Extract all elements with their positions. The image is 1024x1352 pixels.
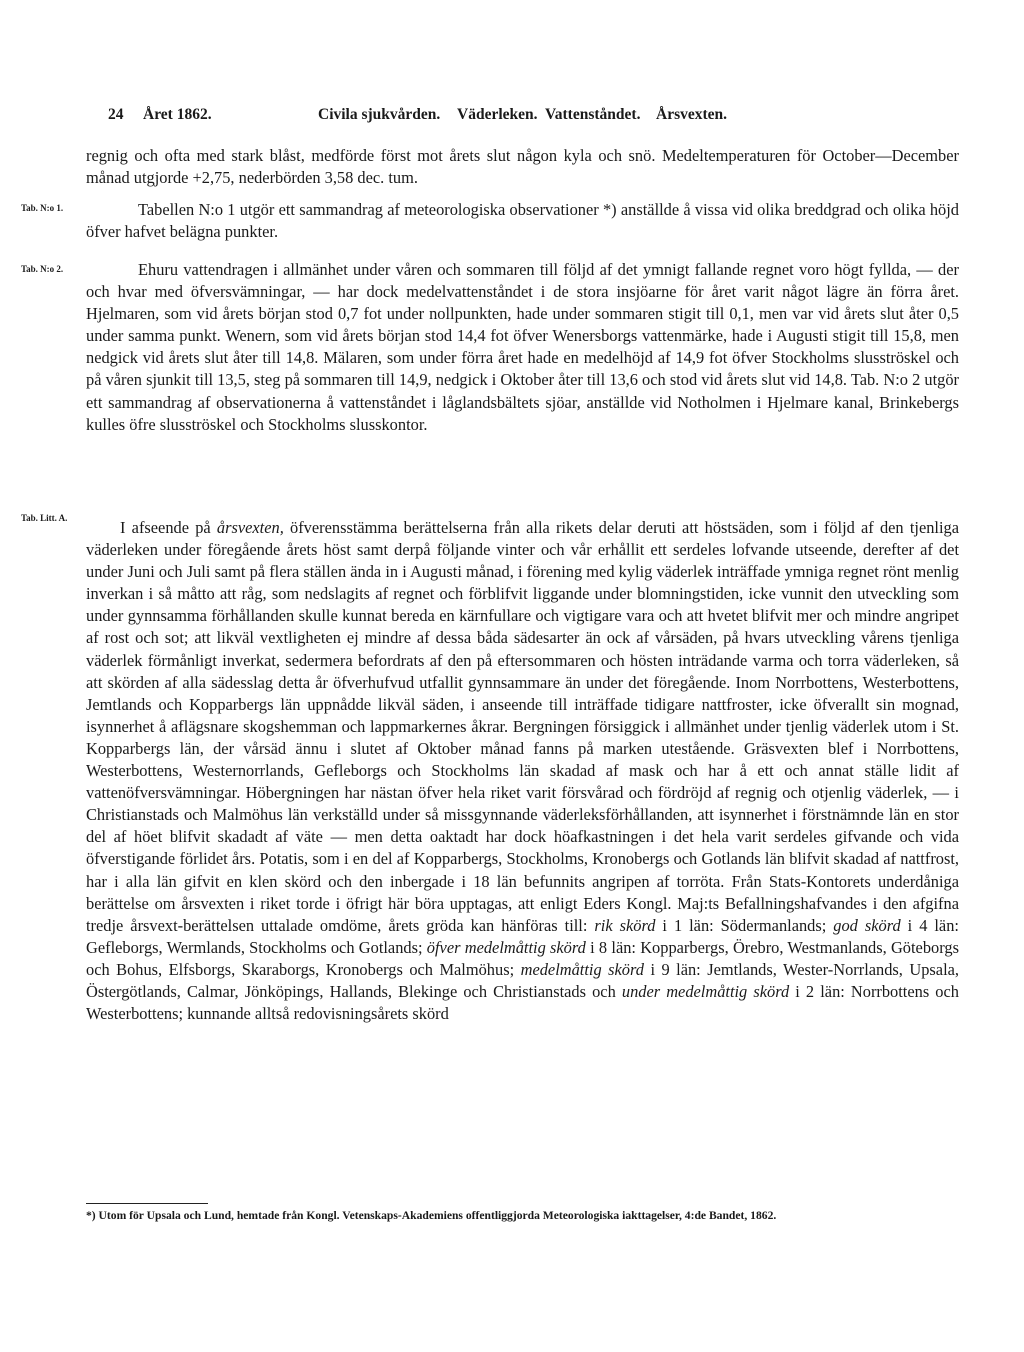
emphasis-arsvexten: årsvexten, (216, 518, 284, 537)
header-section-sjukvarden: Civila sjukvården. (318, 106, 441, 123)
footnote-rule (86, 1203, 208, 1204)
paragraph-harvest (86, 517, 959, 1025)
emphasis-under-medelmattig-skord: under medelmåttig skörd (621, 981, 790, 1001)
header-section-vattenstandet: Vattenståndet. (545, 106, 641, 123)
footnote: *) Utom för Upsala och Lund, hemtade från Kongl. Vetenskaps-Akademiens offentliggjorda Meteorologiska iakttagelser, 4:de Bandet, 1862. (86, 1209, 777, 1222)
emphasis-rik-skord: rik skörd (594, 915, 656, 935)
paragraph-text: Tabellen N:o 1 utgör ett sammandrag af meteorologiska observationer *) anställde å vissa vid olika breddgrad och olika höjd öfver hafvet belägna punkter. (86, 200, 959, 242)
paragraph-water-level (86, 259, 959, 436)
header-section-arsvexten: Årsvexten. (656, 106, 728, 123)
running-header (0, 100, 1024, 130)
paragraph-text: I afseende på årsvexten, öfverensstämma berättelserna från alla rikets delar deruti att höstsäden, som i följd af den tjenliga väderleken under föregående årets höst samt derpå följande vinter och vår erhållit ett serdeles lofvande utseende, derefter af det under Juni och Juli samt på flera ställen ända in i Augusti månad, i förening med kylig väderlek inträffade ymniga regnet rönt menlig inverkan i så måtto att råg, som nedslagits af regnet och förblifvit liggande under blomningstiden, icke vunnit den utveckling som under gynnsamma förhållanden skulle kunnat bereda en kärnfullare och vigtigare vara och att hvetet blifvit mer och mindre angripet af rost och sot; att likväl vextligheten ej mindre af dessa båda sädesarter än ock af vårsäden, på hvars utveckling vårens tjenliga väderlek förmånligt inverkat, sedermera befordrats af den på eftersommaren och hösten inträdande varma och torra väderleken, så att skörden af alla sädesslag detta år öfverhufvud utfallit gynnsammare än under det föregående. Inom Norrbottens, Westerbottens, Jemtlands och Kopparbergs län uppnådde likväl säden, i anseende till inträffade tidigare nattfroster, icke öfverallt sin mognad, isynnerhet å aflägsnare skogshemman och lappmarkernes åkrar. Bergningen försiggick i allmänhet under tjenlig väderlek utom i St. Kopparbergs län, der vårsäd ännu i slutet af Oktober månad fanns på marken utestående. Gräsvexten blef i Norrbottens, Westerbottens, Westernorrlands, Gefleborgs och Stockholms län skadad af mask och har å ett och annat ställe lidit af vattenöfversvämningar. Höbergningen har nästan öfver hela riket varit försvårad och fördröjd af regnig och otjenlig väderlek, — i Christianstads och Malmöhus län verkställd under så missgynnande väderleksförhållanden, att isynnerhet i förstnämnde län en stor del af höet blifvit skadadt af väte — men detta oaktadt har dock höafkastningen i det hela varit serdeles gifvande och vida öfverstigande förlidet års. Potatis, som i en del af Kopparbergs, Stockholms, Kronobergs och Gotlands län blifvit skadad af nattfrost, har i alla län gifvit en klen skörd och den inbergade i 18 län befunnits angripen af torröta. Från Stats-Kontorets underdåniga berättelse om årsvexten i riket torde i öfrigt här böra upptagas, att enligt Eders Kongl. Maj:ts Befallningshafvandes i den afgifna tredje årsvext-berättelsen uttalade omdöme, årets gröda kan hänföras till: rik skörd i 1 län: Södermanlands; god skörd i 4 län: Gefleborgs, Wermlands, Stockholms och Gotlands; öfver medelmåttig skörd i 8 län: Kopparbergs, Örebro, Westmanlands, Göteborgs och Bohus, Elfsborgs, Skaraborgs, Kronobergs och Malmöhus; medelmåttig skörd i 9 län: Jemtlands, Wester-Norrlands, Upsala, Östergötlands, Calmar, Jönköpings, Hallands, Blekinge och Christianstads och under medelmåttig skörd i 2 län: Norrbottens och Westerbottens; kunnande alltså redovisningsårets skörd (86, 518, 960, 1024)
page-number: 24 (108, 106, 124, 123)
paragraph-text: regnig och ofta med stark blåst, medförde först mot årets slut någon kyla och snö. Medeltemperaturen för October—December månad utgjorde +2,75, nederbörden 3,58 dec. tum. (86, 146, 959, 188)
paragraph-text: Ehuru vattendragen i allmänhet under våren och sommaren till följd af det ymnigt fallande regnet voro högt fyllda, — der och hvar med öfversvämningar, — har dock medelvattenståndet i de stora insjöarne för året varit något lägre än förra året. Hjelmaren, som vid årets början stod 0,7 fot under nollpunkten, hade under sommaren stigit till 0,1, men var vid årets slut åter 0,5 under samma punkt. Wenern, som vid årets början stod 14,4 fot öfver Wenersborgs vattenmärke, hade i Augusti stigit till 15,8, men nedgick vid årets slut åter till 14,8. Mälaren, som under förra året hade en medelhöjd af 14,9 fot öfver Stockholms slusströskel och på våren sjunkit till 13,5, steg på sommaren till 14,9, nedgick i Oktober åter till 13,6 och stod vid årets slut vid 14,8. Tab. N:o 2 utgör ett sammandrag af observationerna å vattenståndet i låglandsbältets sjöar, anställde vid Notholmen i Hjelmare kanal, Brinkebergs kulles öfre slusströskel och Stockholms slusskontor. (86, 260, 959, 434)
emphasis-god-skord: god skörd (833, 915, 901, 935)
header-year: Året 1862. (143, 106, 212, 123)
margin-note-tab-a: Tab. Litt. A. (21, 513, 68, 523)
margin-note-tab-1: Tab. N:o 1. (21, 203, 64, 213)
header-section-vaderleken: Väderleken. (457, 106, 538, 123)
paragraph-table-1 (86, 199, 959, 243)
emphasis-medelmattig-skord: medelmåttig skörd (520, 959, 644, 979)
emphasis-ofver-medelmattig-skord: öfver medelmåttig skörd (426, 937, 586, 957)
paragraph-weather (86, 145, 959, 189)
margin-note-tab-2: Tab. N:o 2. (21, 264, 64, 274)
